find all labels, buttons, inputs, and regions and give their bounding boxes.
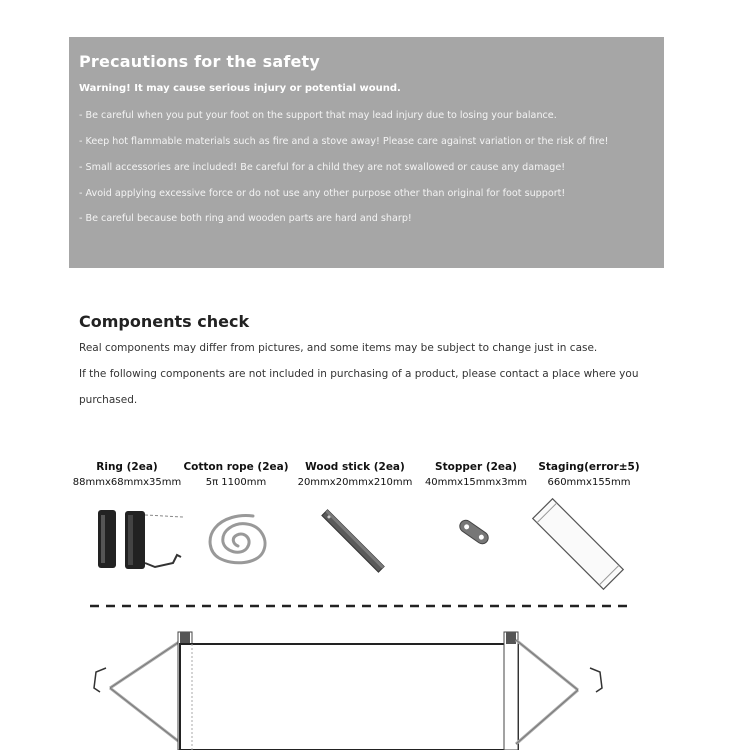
- ring-icon: [95, 505, 190, 575]
- component-name-wood-stick: Wood stick (2ea): [305, 461, 405, 473]
- component-size-ring: 88mmx68mmx35mm: [72, 477, 182, 488]
- component-name-stopper: Stopper (2ea): [435, 461, 517, 473]
- safety-panel: [69, 37, 664, 268]
- staging-icon: [528, 498, 628, 590]
- safety-warning: Warning! It may cause serious injury or potential wound.: [79, 83, 401, 94]
- assembled-diagram: [88, 628, 648, 750]
- component-size-staging: 660mmx155mm: [547, 477, 631, 488]
- stopper-icon: [452, 512, 497, 552]
- components-title: Components check: [79, 312, 250, 331]
- wood-stick-icon: [318, 505, 388, 577]
- component-name-ring: Ring (2ea): [96, 461, 158, 473]
- safety-item: - Avoid applying excessive force or do not use any other purpose other than original for foot support!: [79, 188, 566, 199]
- component-name-staging: Staging(error±5): [538, 461, 640, 473]
- safety-item: - Small accessories are included! Be careful for a child they are not swallowed or cause any damage!: [79, 162, 566, 173]
- rope-icon: [205, 508, 275, 570]
- safety-title: Precautions for the safety: [79, 52, 321, 71]
- component-size-rope: 5π 1100mm: [205, 477, 267, 488]
- component-name-rope: Cotton rope (2ea): [183, 461, 289, 473]
- safety-item: - Be careful because both ring and wooden parts are hard and sharp!: [79, 213, 412, 224]
- safety-item: - Keep hot flammable materials such as fire and a stove away! Please care against variation or the risk of fire!: [79, 136, 609, 147]
- components-description: Real components may differ from pictures, and some items may be subject to change just in case.: [79, 342, 598, 354]
- component-size-stopper: 40mmx15mmx3mm: [424, 477, 528, 488]
- components-description: If the following components are not included in purchasing of a product, please contact a place where you: [79, 368, 639, 380]
- safety-item: - Be careful when you put your foot on the support that may lead injury due to losing your balance.: [79, 110, 557, 121]
- dashed-divider: [90, 603, 630, 609]
- components-description: purchased.: [79, 394, 138, 406]
- component-size-wood-stick: 20mmx20mmx210mm: [297, 477, 413, 488]
